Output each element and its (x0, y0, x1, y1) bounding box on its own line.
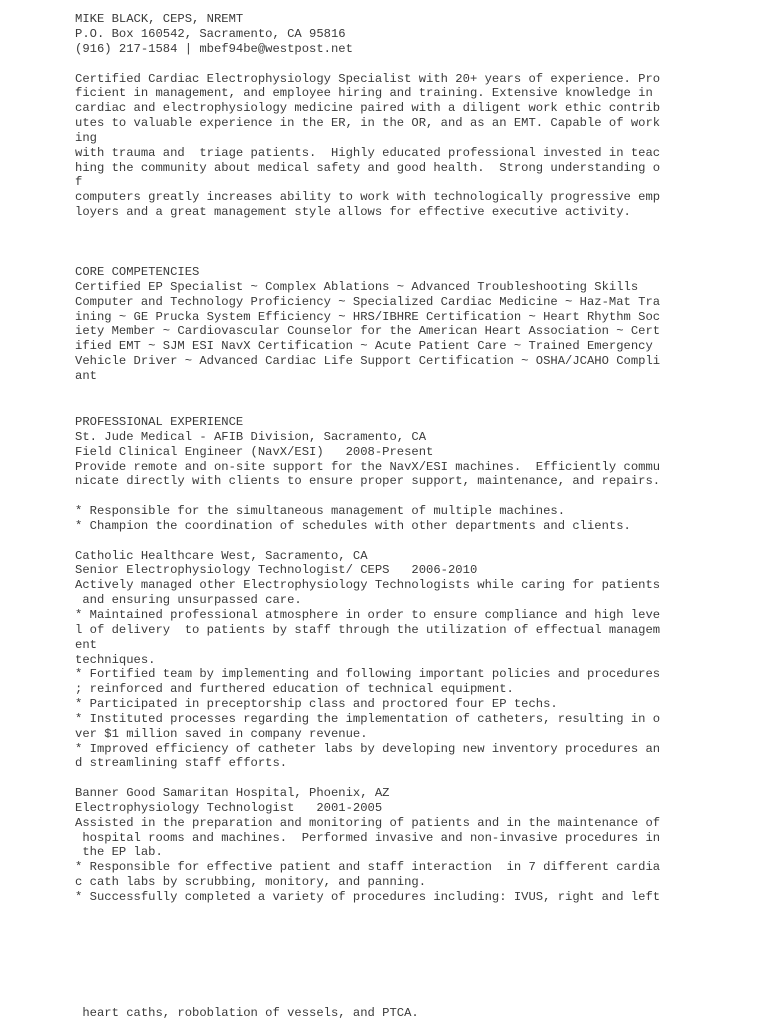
summary-line: f (75, 175, 83, 190)
bullet-line: d streamlining staff efforts. (75, 756, 288, 771)
address-line: P.O. Box 160542, Sacramento, CA 95816 (75, 26, 346, 41)
summary-line: ficient in management, and employee hiring and training. Extensive knowledge in (75, 86, 653, 101)
continued-line: heart caths, roboblation of vessels, and PTCA. (75, 1006, 419, 1020)
continued-line-block (75, 1006, 419, 1021)
employer-line: Banner Good Samaritan Hospital, Phoenix, AZ (75, 786, 390, 801)
competencies-line: iety Member ~ Cardiovascular Counselor for the American Heart Association ~ Cert (75, 324, 661, 339)
blank-line (75, 534, 660, 549)
core-competencies-section (75, 265, 660, 384)
summary-line: cardiac and electrophysiology medicine paired with a diligent work ethic contrib (75, 101, 661, 116)
description-line: and ensuring unsurpassed care. (75, 593, 302, 608)
summary-line: loyers and a great management style allows for effective executive activity. (75, 205, 631, 220)
job-title-line: Field Clinical Engineer (NavX/ESI) 2008-Present (75, 444, 434, 459)
name-line: MIKE BLACK, CEPS, NREMT (75, 12, 244, 26)
section-heading: PROFESSIONAL EXPERIENCE (75, 415, 244, 429)
competencies-line: ified EMT ~ SJM ESI NavX Certification ~ Acute Patient Care ~ Trained Emergency (75, 339, 653, 354)
competencies-line: ant (75, 368, 97, 383)
summary-line: utes to valuable experience in the ER, in the OR, and as an EMT. Capable of work (75, 116, 661, 131)
summary-line: hing the community about medical safety and good health. Strong understanding o (75, 160, 661, 175)
competencies-line: Certified EP Specialist ~ Complex Ablations ~ Advanced Troubleshooting Skills (75, 279, 639, 294)
competencies-line: Computer and Technology Proficiency ~ Specialized Cardiac Medicine ~ Haz-Mat Tra (75, 294, 661, 309)
description-line: Provide remote and on-site support for the NavX/ESI machines. Efficiently commu (75, 459, 661, 474)
description-line: Actively managed other Electrophysiology Technologists while caring for patients (75, 578, 661, 593)
blank-line (75, 771, 660, 786)
bullet-line: techniques. (75, 652, 156, 667)
bullet-line: ent (75, 637, 97, 652)
phone-email-line: (916) 217-1584 | mbef94be@westpost.net (75, 41, 353, 56)
competencies-line: Vehicle Driver ~ Advanced Cardiac Life Support Certification ~ OSHA/JCAHO Compli (75, 354, 661, 369)
employer-line: Catholic Healthcare West, Sacramento, CA (75, 548, 368, 563)
description-line: Assisted in the preparation and monitoring of patients and in the maintenance of (75, 815, 661, 830)
summary-line: with trauma and triage patients. Highly educated professional invested in teac (75, 145, 661, 160)
summary-paragraph (75, 72, 660, 220)
employer-line: St. Jude Medical - AFIB Division, Sacramento, CA (75, 429, 427, 444)
job-title-line: Electrophysiology Technologist 2001-2005 (75, 800, 383, 815)
section-heading: CORE COMPETENCIES (75, 265, 200, 279)
experience-section (75, 415, 660, 905)
bullet-line: * Successfully completed a variety of procedures including: IVUS, right and left (75, 890, 661, 904)
bullet-line: * Responsible for effective patient and staff interaction in 7 different cardia (75, 860, 661, 875)
description-line: the EP lab. (75, 845, 163, 860)
bullet-line: ver $1 million saved in company revenue. (75, 726, 368, 741)
bullet-line: * Instituted processes regarding the implementation of catheters, resulting in o (75, 711, 661, 726)
bullet-line: ; reinforced and furthered education of technical equipment. (75, 682, 514, 697)
description-line: hospital rooms and machines. Performed invasive and non-invasive procedures in (75, 830, 661, 845)
summary-line: computers greatly increases ability to work with technologically progressive emp (75, 190, 661, 205)
description-line: nicate directly with clients to ensure proper support, maintenance, and repairs. (75, 474, 661, 489)
bullet-line: l of delivery to patients by staff through the utilization of effectual managem (75, 622, 661, 637)
bullet-line: c cath labs by scrubbing, monitory, and panning. (75, 875, 427, 890)
bullet-line: * Maintained professional atmosphere in order to ensure compliance and high leve (75, 607, 661, 622)
bullet-line: * Fortified team by implementing and following important policies and procedures (75, 667, 661, 682)
bullet-line: * Participated in preceptorship class and proctored four EP techs. (75, 697, 558, 712)
job-title-line: Senior Electrophysiology Technologist/ CEPS 2006-2010 (75, 563, 478, 578)
bullet-line: * Champion the coordination of schedules with other departments and clients. (75, 518, 631, 533)
blank-line (75, 489, 660, 504)
competencies-line: ining ~ GE Prucka System Efficiency ~ HRS/IBHRE Certification ~ Heart Rhythm Soc (75, 309, 661, 324)
bullet-line: * Improved efficiency of catheter labs by developing new inventory procedures an (75, 741, 661, 756)
summary-line: Certified Cardiac Electrophysiology Specialist with 20+ years of experience. Pro (75, 71, 661, 86)
contact-header (75, 12, 353, 57)
bullet-line: * Responsible for the simultaneous management of multiple machines. (75, 504, 566, 519)
summary-line: ing (75, 130, 97, 145)
